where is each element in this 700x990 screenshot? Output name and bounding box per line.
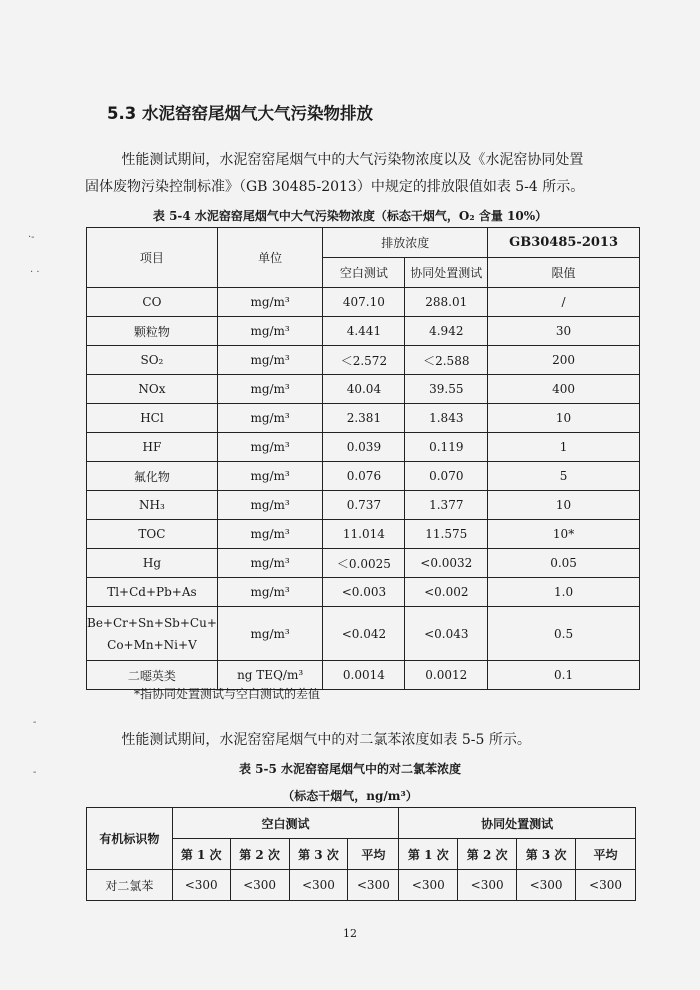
cell-blank: 11.014 xyxy=(323,520,405,549)
table-row xyxy=(87,607,640,661)
cell-unit: mg/m³ xyxy=(217,375,322,404)
cell-item: CO xyxy=(87,288,218,317)
cell-coprocess: 11.575 xyxy=(405,520,488,549)
cell-coprocess: 0.070 xyxy=(405,462,488,491)
cell-limit: 400 xyxy=(488,375,640,404)
cell-item xyxy=(87,607,218,661)
header-run-2: 第 2 次 xyxy=(458,839,517,870)
cell-item: NH₃ xyxy=(87,491,218,520)
cell-coprocess: ＜2.588 xyxy=(405,346,488,375)
cell-item: Hg xyxy=(87,549,218,578)
cell-coprocess: 1.377 xyxy=(405,491,488,520)
cell-item: NOx xyxy=(87,375,218,404)
table2-caption: 表 5-5 水泥窑窑尾烟气中的对二氯苯浓度 xyxy=(238,762,462,776)
cell-unit: ng TEQ/m³ xyxy=(217,661,322,690)
cell-limit: 10* xyxy=(488,520,640,549)
cell-value: <300 xyxy=(230,870,289,901)
header-item: 项目 xyxy=(87,228,218,288)
cell-unit: mg/m³ xyxy=(217,288,322,317)
header-standard: GB30485-2013 xyxy=(488,228,640,258)
cell-blank: 0.039 xyxy=(323,433,405,462)
cell-value: <300 xyxy=(458,870,517,901)
cell-value: <300 xyxy=(576,870,636,901)
cell-unit: mg/m³ xyxy=(217,520,322,549)
table-row xyxy=(87,288,640,317)
cell-limit: 0.1 xyxy=(488,661,640,690)
intro2-line: 性能测试期间，水泥窑窑尾烟气中的对二氯苯浓度如表 5-5 所示。 xyxy=(121,732,531,748)
cell-coprocess: 0.119 xyxy=(405,433,488,462)
scan-mark: - xyxy=(33,717,37,728)
emission-table xyxy=(86,227,640,690)
cell-item: HCl xyxy=(87,404,218,433)
table-row xyxy=(87,520,640,549)
cell-limit: 10 xyxy=(488,404,640,433)
header-coprocess: 协同处置测试 xyxy=(399,808,636,839)
cell-unit: mg/m³ xyxy=(217,607,322,661)
cell-unit: mg/m³ xyxy=(217,433,322,462)
cell-marker-name: 对二氯苯 xyxy=(87,870,173,901)
cell-item-line: Co+Mn+Ni+V xyxy=(107,637,197,652)
cell-blank: 40.04 xyxy=(323,375,405,404)
cell-limit: 0.05 xyxy=(488,549,640,578)
cell-coprocess: 0.0012 xyxy=(405,661,488,690)
dichlorobenzene-table xyxy=(86,807,636,901)
cell-limit: 0.5 xyxy=(488,607,640,661)
header-unit: 单位 xyxy=(217,228,322,288)
cell-coprocess: 39.55 xyxy=(405,375,488,404)
header-run-2: 第 2 次 xyxy=(230,839,289,870)
table-row xyxy=(87,462,640,491)
cell-blank: ＜0.0025 xyxy=(323,549,405,578)
table-row xyxy=(87,491,640,520)
cell-unit: mg/m³ xyxy=(217,549,322,578)
table-row xyxy=(87,433,640,462)
cell-value: <300 xyxy=(172,870,230,901)
cell-item: 氟化物 xyxy=(87,462,218,491)
intro2-paragraph xyxy=(85,727,645,754)
cell-limit: 1.0 xyxy=(488,578,640,607)
table2-subcaption: （标态干烟气，ng/m³） xyxy=(282,789,418,803)
cell-coprocess: 1.843 xyxy=(405,404,488,433)
scan-mark: - xyxy=(33,767,37,778)
cell-blank: 2.381 xyxy=(323,404,405,433)
header-emission: 排放浓度 xyxy=(323,228,488,258)
cell-blank: 0.737 xyxy=(323,491,405,520)
intro-line-2: 固体废物污染控制标准》（GB 30485-2013）中规定的排放限值如表 5-4 所示。 xyxy=(85,179,585,195)
table-row xyxy=(87,870,636,901)
table-row xyxy=(87,375,640,404)
cell-limit: 10 xyxy=(488,491,640,520)
table1-note: *指协同处置测试与空白测试的差值 xyxy=(134,687,321,701)
table-row xyxy=(87,404,640,433)
cell-unit: mg/m³ xyxy=(217,404,322,433)
cell-item: TOC xyxy=(87,520,218,549)
intro-paragraph xyxy=(85,147,645,201)
cell-blank: <0.003 xyxy=(323,578,405,607)
cell-blank: <0.042 xyxy=(323,607,405,661)
header-run-3: 第 3 次 xyxy=(289,839,348,870)
table-row xyxy=(87,578,640,607)
cell-unit: mg/m³ xyxy=(217,317,322,346)
cell-unit: mg/m³ xyxy=(217,346,322,375)
cell-value: <300 xyxy=(517,870,576,901)
cell-value: <300 xyxy=(348,870,399,901)
scan-mark: · · xyxy=(30,267,40,278)
cell-coprocess: 4.942 xyxy=(405,317,488,346)
cell-coprocess: <0.0032 xyxy=(405,549,488,578)
cell-blank: 407.10 xyxy=(323,288,405,317)
header-run-3: 第 3 次 xyxy=(517,839,576,870)
header-run-1: 第 1 次 xyxy=(172,839,230,870)
page-number: 12 xyxy=(343,927,357,940)
cell-item: SO₂ xyxy=(87,346,218,375)
intro-line-1: 性能测试期间，水泥窑窑尾烟气中的大气污染物浓度以及《水泥窑协同处置 xyxy=(121,152,584,168)
cell-unit: mg/m³ xyxy=(217,491,322,520)
header-blank: 空白测试 xyxy=(323,258,405,288)
cell-coprocess: <0.043 xyxy=(405,607,488,661)
header-average: 平均 xyxy=(576,839,636,870)
cell-unit: mg/m³ xyxy=(217,578,322,607)
table-row xyxy=(87,346,640,375)
cell-item: 颗粒物 xyxy=(87,317,218,346)
cell-blank: 0.076 xyxy=(323,462,405,491)
cell-limit: 30 xyxy=(488,317,640,346)
cell-item: Tl+Cd+Pb+As xyxy=(87,578,218,607)
cell-limit: 1 xyxy=(488,433,640,462)
header-blank: 空白测试 xyxy=(172,808,399,839)
cell-coprocess: 288.01 xyxy=(405,288,488,317)
table-row xyxy=(87,549,640,578)
cell-value: <300 xyxy=(399,870,458,901)
cell-item-line: Be+Cr+Sn+Sb+Cu+ xyxy=(87,615,217,630)
header-run-1: 第 1 次 xyxy=(399,839,458,870)
cell-limit: / xyxy=(488,288,640,317)
scan-mark: ·- xyxy=(28,232,35,243)
section-heading: 5.3 水泥窑窑尾烟气大气污染物排放 xyxy=(107,104,373,123)
header-limit: 限值 xyxy=(488,258,640,288)
cell-limit: 5 xyxy=(488,462,640,491)
table1-caption: 表 5-4 水泥窑窑尾烟气中大气污染物浓度（标态干烟气，O₂ 含量 10%） xyxy=(152,209,548,223)
cell-limit: 200 xyxy=(488,346,640,375)
cell-coprocess: <0.002 xyxy=(405,578,488,607)
cell-item: 二噁英类 xyxy=(87,661,218,690)
header-average: 平均 xyxy=(348,839,399,870)
cell-blank: 0.0014 xyxy=(323,661,405,690)
cell-item: HF xyxy=(87,433,218,462)
cell-value: <300 xyxy=(289,870,348,901)
cell-blank: 4.441 xyxy=(323,317,405,346)
table-row xyxy=(87,317,640,346)
cell-blank: ＜2.572 xyxy=(323,346,405,375)
header-coprocess: 协同处置测试 xyxy=(405,258,488,288)
cell-unit: mg/m³ xyxy=(217,462,322,491)
header-marker: 有机标识物 xyxy=(87,808,173,870)
